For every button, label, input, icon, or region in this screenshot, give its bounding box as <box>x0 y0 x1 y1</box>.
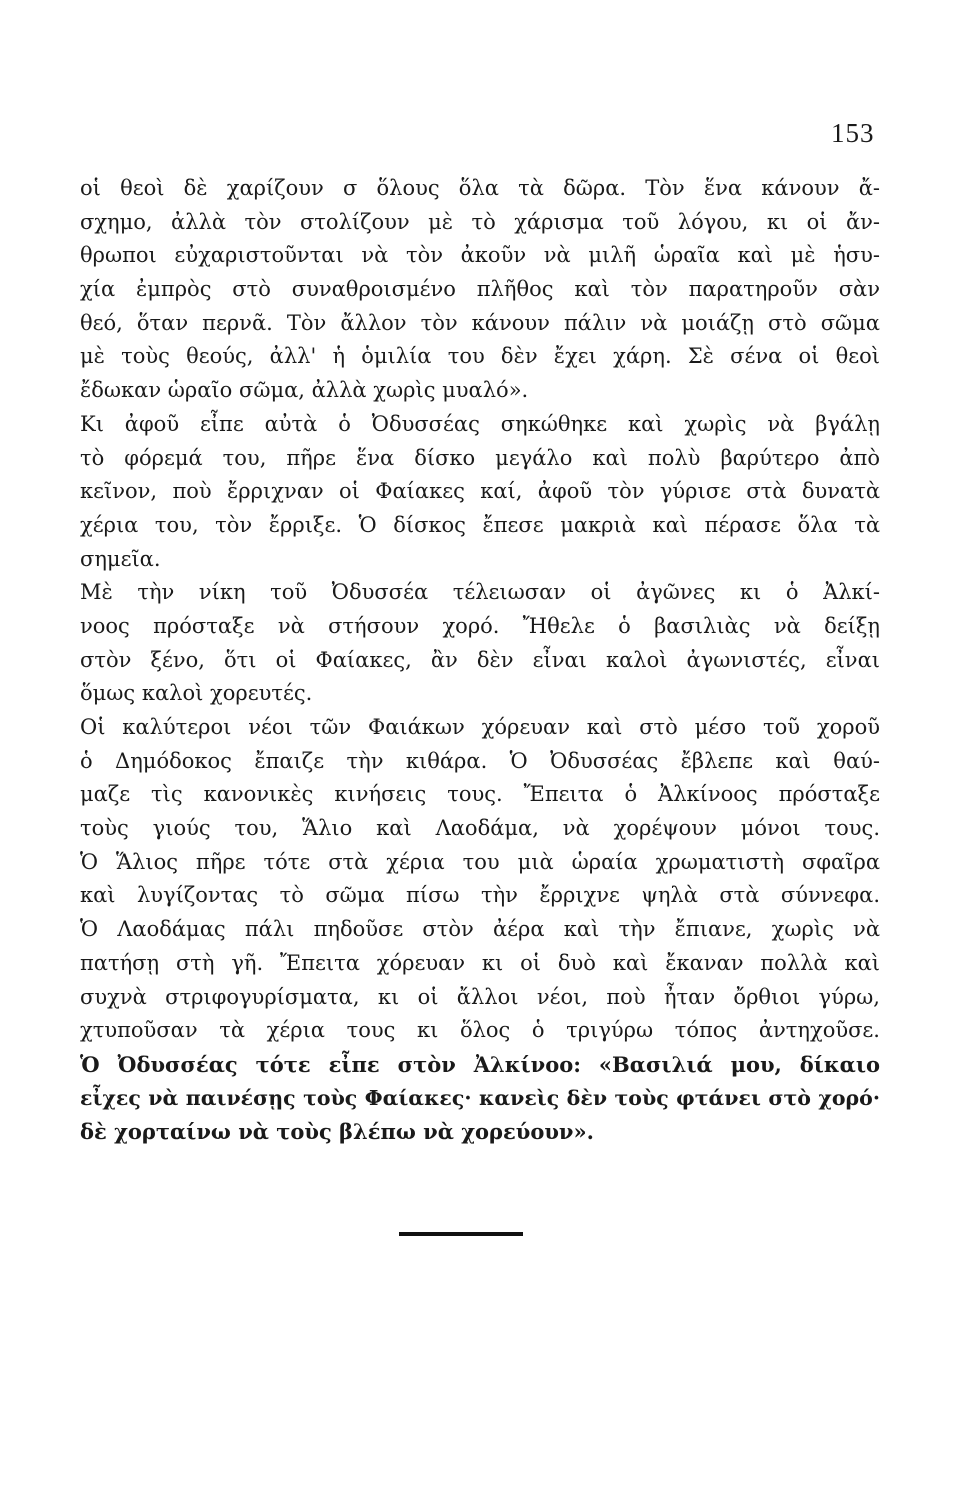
text-line: χία ἐμπρὸς στὸ συναθροισμένο πλῆθος καὶ τὸν παρατηροῦν σὰν <box>80 277 880 302</box>
section-divider <box>399 1232 523 1236</box>
text-line: νοος πρόσταξε νὰ στήσουν χορό. Ἤθελε ὁ βασιλιὰς νὰ δείξῃ <box>80 613 880 638</box>
text-line: εἶχες νὰ παινέσῃς τοὺς Φαίακες· κανεὶς δὲν τοὺς φτάνει στὸ χορό· <box>80 1085 880 1110</box>
text-line: συχνὰ στριφογυρίσματα, κι οἱ ἄλλοι νέοι, ποὺ ἦταν ὄρθιοι γύρω, <box>80 984 880 1009</box>
text-line: χτυποῦσαν τὰ χέρια τους κι ὅλος ὁ τριγύρω τόπος ἀντηχοῦσε. <box>80 1018 880 1043</box>
text-line: μὲ τοὺς θεούς, ἀλλ' ἡ ὁμιλία του δὲν ἔχει χάρη. Σὲ σένα οἱ θεοὶ <box>80 344 880 369</box>
body-text <box>80 172 880 1149</box>
text-line: Κι ἀφοῦ εἶπε αὐτὰ ὁ Ὀδυσσέας σηκώθηκε καὶ χωρὶς νὰ βγάλῃ <box>80 411 880 436</box>
text-line: σημεῖα. <box>80 546 161 571</box>
text-line: θρωποι εὐχαριστοῦνται νὰ τὸν ἀκοῦν νὰ μιλῆ ὡραῖα καὶ μὲ ἡσυ- <box>80 243 880 268</box>
text-line: σχημο, ἀλλὰ τὸν στολίζουν μὲ τὸ χάρισμα τοῦ λόγου, κι οἱ ἄν- <box>80 209 880 234</box>
text-line: μαζε τὶς κανονικὲς κινήσεις τους. Ἔπειτα ὁ Ἀλκίνοος πρόσταξε <box>80 782 880 807</box>
text-line: καὶ λυγίζοντας τὸ σῶμα πίσω τὴν ἔρριχνε ψηλὰ στὰ σύννεφα. <box>80 883 880 908</box>
text-line: τὸ φόρεμά του, πῆρε ἕνα δίσκο μεγάλο καὶ πολὺ βαρύτερο ἀπὸ <box>80 445 880 470</box>
text-line: Ὁ Λαοδάμας πάλι πηδοῦσε στὸν ἀέρα καὶ τὴν ἔπιανε, χωρὶς νὰ <box>80 917 880 942</box>
text-line: Μὲ τὴν νίκη τοῦ Ὀδυσσέα τέλειωσαν οἱ ἀγῶνες κι ὁ Ἀλκί- <box>80 580 880 605</box>
text-line: τοὺς γιούς του, Ἅλιο καὶ Λαοδάμα, νὰ χορέψουν μόνοι τους. <box>80 816 880 841</box>
text-line: ὁ Δημόδοκος ἔπαιζε τὴν κιθάρα. Ὁ Ὀδυσσέας ἔβλεπε καὶ θαύ- <box>80 748 880 773</box>
text-line: ὅμως καλοὶ χορευτές. <box>80 681 313 706</box>
text-line: κεῖνον, ποὺ ἔρριχναν οἱ Φαίακες καί, ἀφοῦ τὸν γύρισε στὰ δυνατὰ <box>80 479 880 504</box>
text-line: Ὁ Ὀδυσσέας τότε εἶπε στὸν Ἀλκίνοο: «Βασιλιά μου, δίκαιο <box>80 1051 880 1077</box>
text-line: οἱ θεοὶ δὲ χαρίζουν σ ὅλους ὅλα τὰ δῶρα. Τὸν ἕνα κάνουν ἄ- <box>80 176 880 200</box>
text-line: Ὁ Ἅλιος πῆρε τότε στὰ χέρια του μιὰ ὡραία χρωματιστὴ σφαῖρα <box>80 849 880 874</box>
text-line: χέρια του, τὸν ἔρριξε. Ὁ δίσκος ἔπεσε μακριὰ καὶ πέρασε ὅλα τὰ <box>80 512 880 537</box>
text-line: δὲ χορταίνω νὰ τοὺς βλέπω νὰ χορεύουν». <box>80 1119 594 1145</box>
page-number: 153 <box>831 118 875 148</box>
text-line: θεό, ὅταν περνᾶ. Τὸν ἄλλον τὸν κάνουν πάλιν νὰ μοιάζῃ στὸ σῶμα <box>80 310 880 335</box>
text-line: ἔδωκαν ὡραῖο σῶμα, ἀλλὰ χωρὶς μυαλό». <box>80 378 529 403</box>
text-line: πατήσῃ στὴ γῆ. Ἔπειτα χόρευαν κι οἱ δυὸ καὶ ἔκαναν πολλὰ καὶ <box>80 950 880 975</box>
text-line: στὸν ξένο, ὅτι οἱ Φαίακες, ἂν δὲν εἶναι καλοὶ ἀγωνιστές, εἶναι <box>80 647 880 672</box>
text-line: Οἱ καλύτεροι νέοι τῶν Φαιάκων χόρευαν καὶ στὸ μέσο τοῦ χοροῦ <box>80 715 880 739</box>
